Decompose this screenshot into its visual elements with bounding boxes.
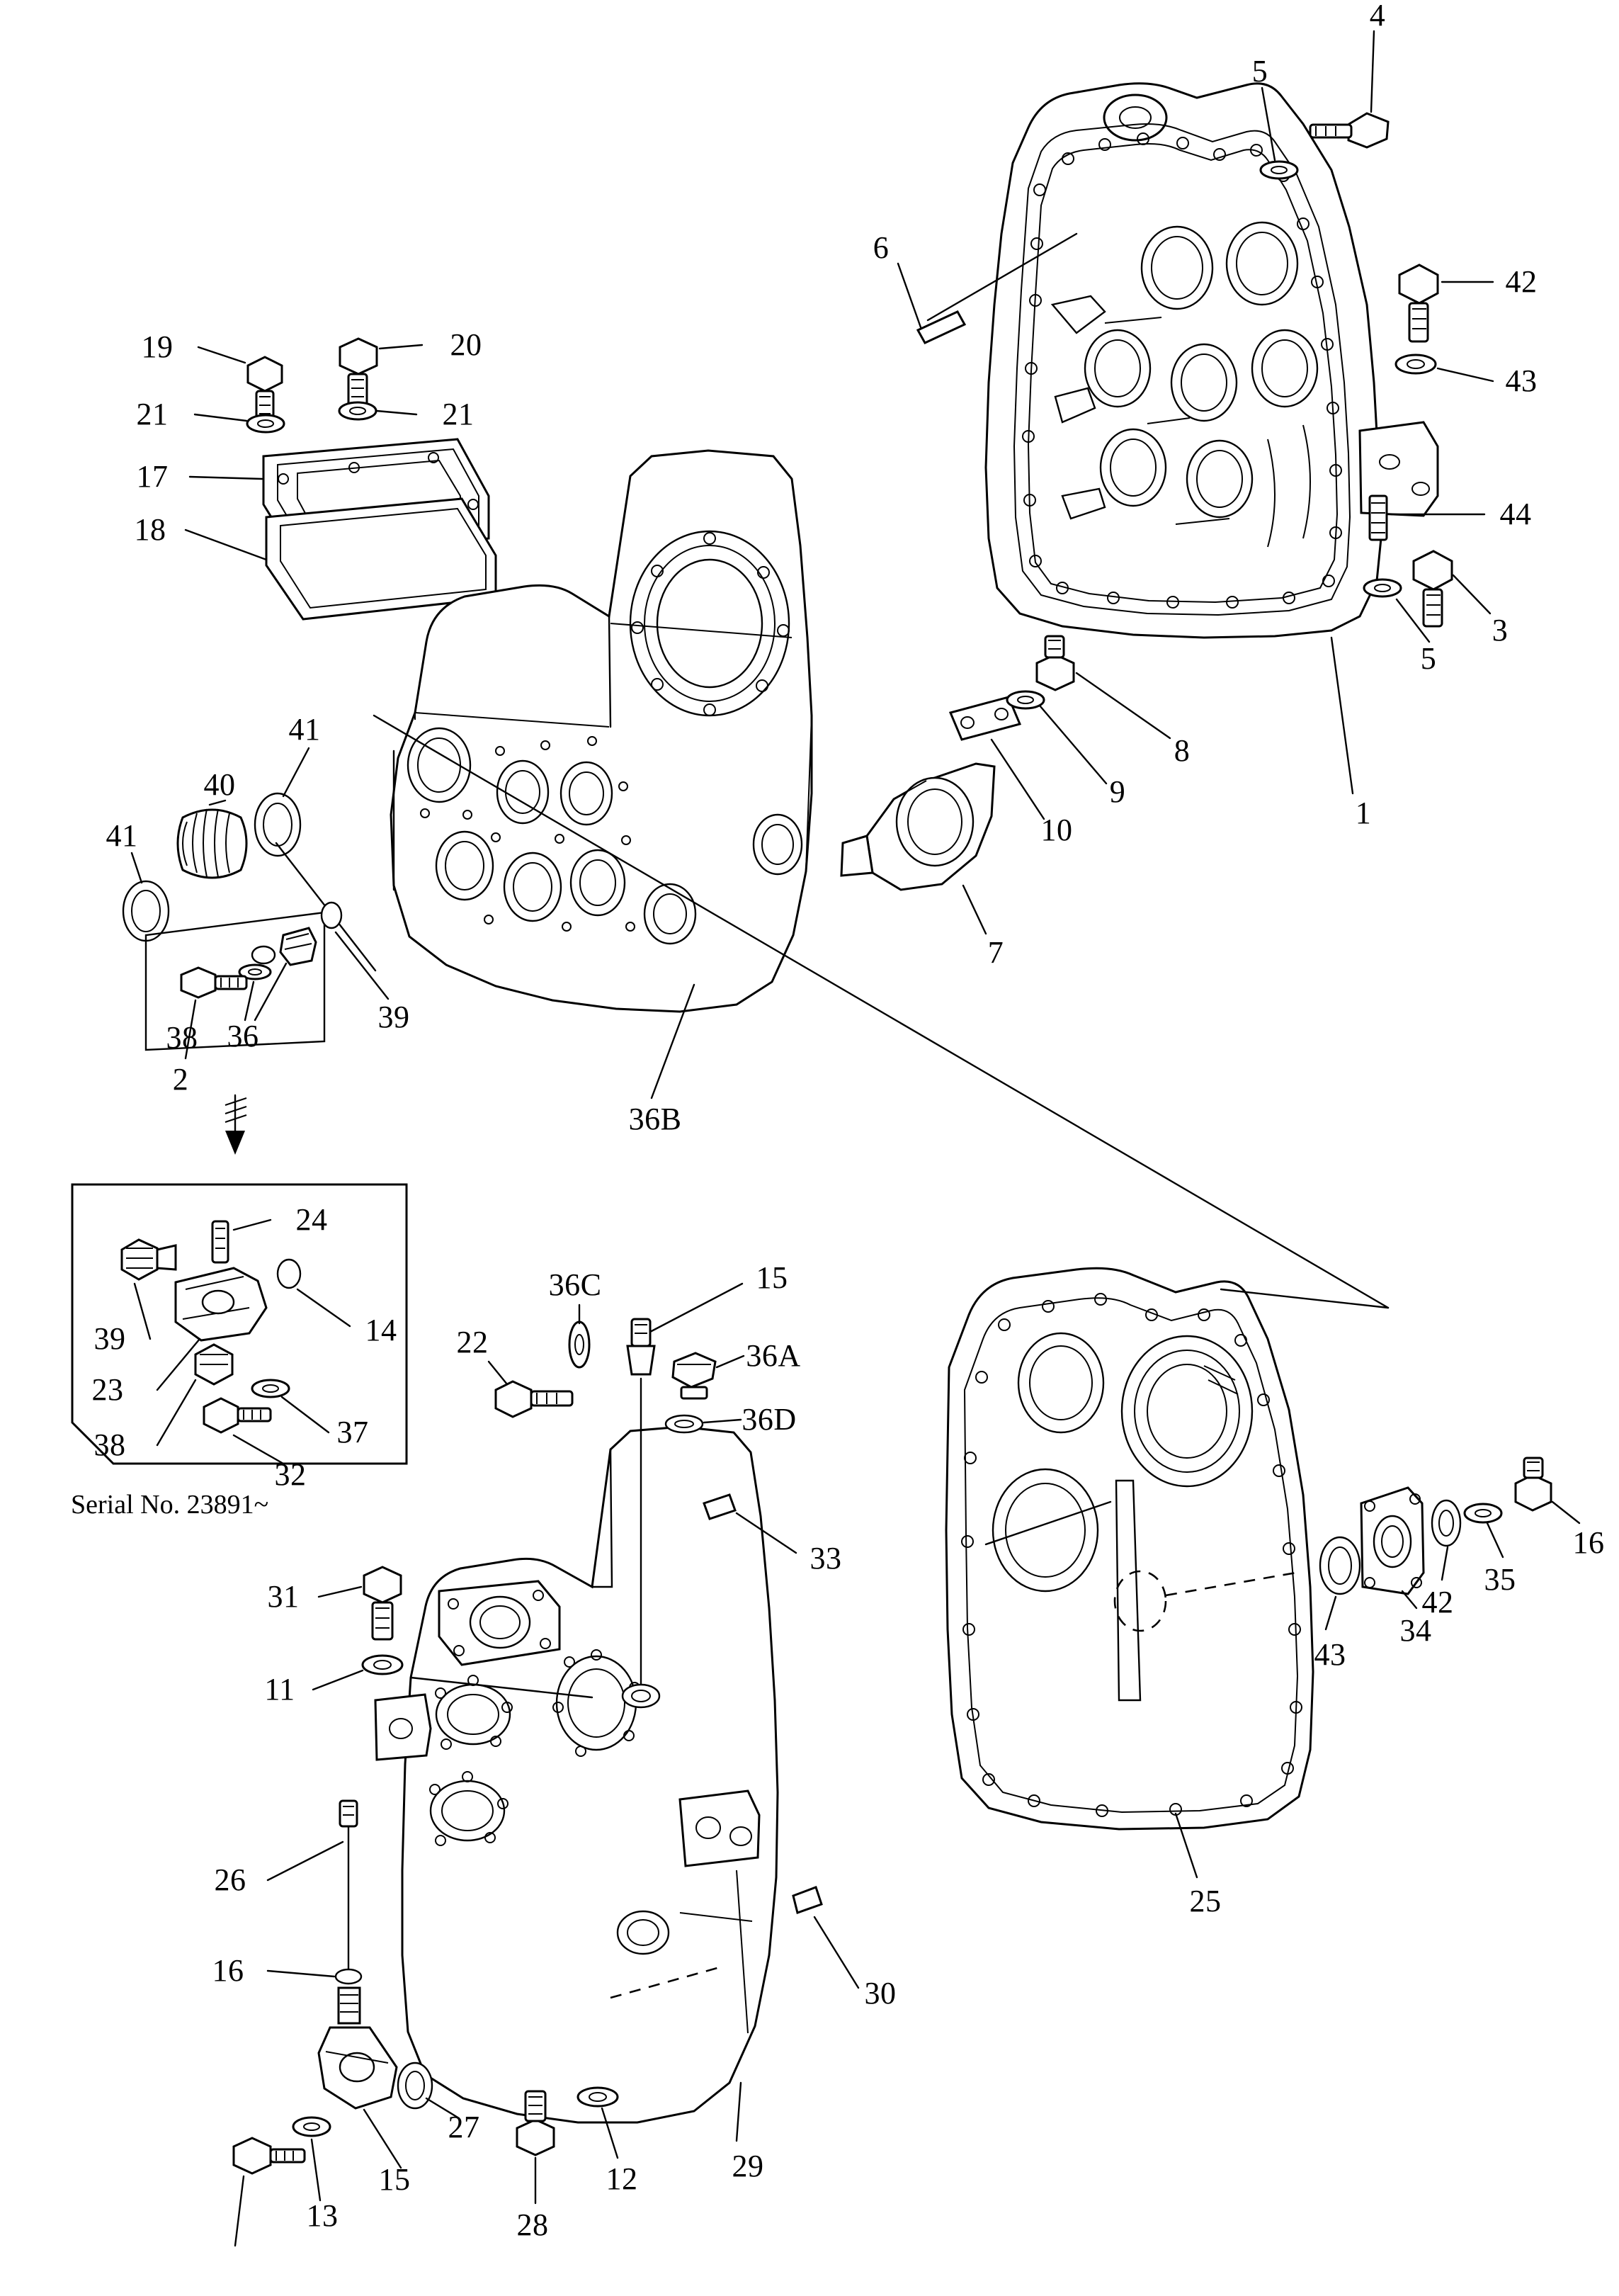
callout-14: 22 bbox=[456, 1325, 489, 1359]
callout-21-right: 21 bbox=[442, 397, 475, 431]
callout-33: 35 bbox=[1484, 1562, 1516, 1597]
callout-42-lower: 31 bbox=[267, 1579, 300, 1614]
callout-36: 36 bbox=[227, 1019, 259, 1053]
callout-37-inset: 32 bbox=[274, 1457, 307, 1492]
callout-34: 43 bbox=[1314, 1637, 1346, 1672]
callout-23: 36D bbox=[742, 1402, 797, 1437]
bolt-42-lower bbox=[364, 1567, 401, 1639]
part-40-seal bbox=[123, 748, 375, 971]
callout-15-upper: 36C bbox=[548, 1267, 602, 1302]
bolt-14 bbox=[496, 1381, 572, 1417]
part-17-cover bbox=[186, 339, 496, 619]
callout-41-lower: 41 bbox=[106, 818, 138, 853]
callout-24: 15 bbox=[756, 1260, 788, 1295]
callout-4: 4 bbox=[1369, 0, 1386, 33]
bolt-28 bbox=[234, 2138, 305, 2173]
bolt-19 bbox=[248, 357, 282, 424]
callout-30: 27 bbox=[448, 2110, 480, 2144]
callout-5-upper: 5 bbox=[1251, 54, 1268, 89]
callout-12: 29 bbox=[732, 2149, 764, 2183]
callout-36C: 39 bbox=[93, 1321, 126, 1356]
bolt-4 bbox=[1310, 113, 1388, 147]
callout-35: 42 bbox=[1421, 1585, 1454, 1619]
callout-5-lower: 5 bbox=[1420, 641, 1437, 676]
callout-20: 20 bbox=[450, 327, 482, 362]
callout-25: 26 bbox=[214, 1862, 246, 1897]
callout-10: 10 bbox=[1040, 813, 1073, 847]
callout-3: 3 bbox=[1492, 613, 1509, 647]
callout-26: 16 bbox=[212, 1953, 244, 1988]
stud-44 bbox=[1370, 496, 1387, 540]
callout-31: 34 bbox=[1399, 1613, 1432, 1648]
callout-9: 9 bbox=[1109, 774, 1126, 809]
part-7-housing bbox=[841, 764, 994, 934]
callout-17: 17 bbox=[136, 459, 169, 494]
callout-1: 1 bbox=[1355, 796, 1372, 830]
callout-27: 15 bbox=[378, 2162, 411, 2197]
callout-15-lower: 12 bbox=[606, 2161, 638, 2196]
callout-39-upper: 39 bbox=[377, 1000, 410, 1034]
callout-7: 7 bbox=[987, 935, 1004, 970]
part-11-rear-cover bbox=[946, 1268, 1313, 1877]
callout-37-upper: 2 bbox=[172, 1062, 189, 1097]
bolt-32 bbox=[1516, 1458, 1551, 1510]
bolt-37-inset bbox=[204, 1398, 271, 1432]
callout-39-inset: 14 bbox=[365, 1313, 397, 1347]
callout-40: 40 bbox=[203, 767, 236, 802]
callout-22: 36A bbox=[746, 1338, 801, 1373]
callout-43-lower: 11 bbox=[264, 1672, 295, 1707]
callout-16-lower: 30 bbox=[864, 1976, 897, 2011]
fasteners-42-43-lower bbox=[313, 1567, 402, 1690]
callout-32: 16 bbox=[1572, 1525, 1605, 1560]
callout-38-upper-visible: 38 bbox=[166, 1020, 198, 1055]
callout-8: 8 bbox=[1174, 733, 1191, 768]
callout-11: 25 bbox=[1189, 1884, 1222, 1918]
callout-42-upper: 42 bbox=[1505, 264, 1538, 299]
callout-44: 44 bbox=[1499, 497, 1532, 531]
fasteners-14-15 bbox=[489, 1305, 589, 1417]
pin-6 bbox=[918, 312, 965, 343]
callout-16-upper: 33 bbox=[810, 1541, 842, 1576]
callout-2: 36B bbox=[628, 1102, 682, 1136]
callout-41-upper: 41 bbox=[288, 712, 321, 747]
callout-18: 18 bbox=[134, 512, 166, 547]
callout-36D: 38 bbox=[93, 1427, 126, 1462]
bolt-3 bbox=[1414, 551, 1452, 626]
part-12-lower-case bbox=[375, 1427, 778, 2144]
serial-number-note: Serial No. 23891~ bbox=[71, 1490, 269, 1520]
callout-36A: 23 bbox=[91, 1372, 124, 1407]
bolt-42-upper bbox=[1399, 265, 1438, 341]
callout-29: 13 bbox=[306, 2198, 339, 2233]
callout-13: 28 bbox=[516, 2207, 549, 2242]
bolt-37-upper bbox=[181, 968, 246, 997]
callout-19: 19 bbox=[141, 329, 174, 364]
callout-36B: 24 bbox=[295, 1202, 328, 1237]
callout-6: 6 bbox=[873, 230, 890, 265]
callout-21-left: 21 bbox=[136, 397, 169, 431]
callout-38-inset: 37 bbox=[336, 1415, 369, 1449]
bolt-8 bbox=[1037, 636, 1074, 690]
bolt-20 bbox=[340, 339, 377, 408]
callout-43-upper: 43 bbox=[1505, 363, 1538, 398]
